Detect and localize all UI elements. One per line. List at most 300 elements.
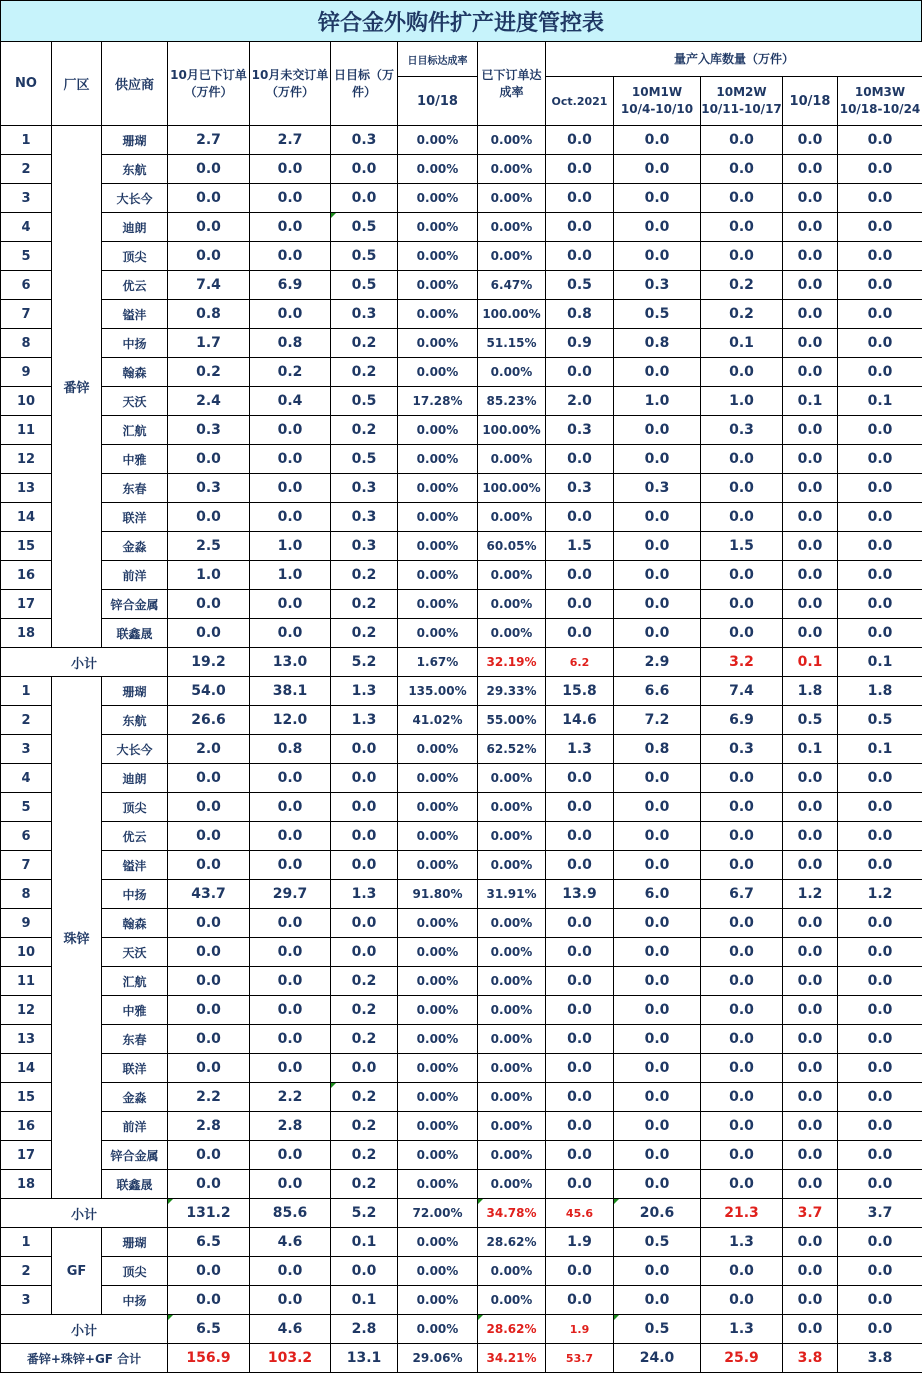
data-cell: 0.0 — [783, 358, 838, 387]
data-cell: 1.9 — [546, 1228, 614, 1257]
data-cell: 0.0 — [168, 764, 250, 793]
data-cell: 0.0 — [838, 300, 922, 329]
data-cell: 0.0 — [614, 532, 701, 561]
data-cell: 0.0 — [614, 967, 701, 996]
data-cell: 0.0 — [701, 242, 783, 271]
header-mass-production: 量产入库数量（万件） — [546, 42, 922, 77]
header-order-rate: 已下订单达成率 — [478, 42, 546, 126]
table-row — [1, 996, 922, 1025]
subtotal-cell: 0.1 — [838, 648, 922, 677]
data-cell: 7.2 — [614, 706, 701, 735]
data-cell: 4.6 — [250, 1228, 331, 1257]
row-number: 13 — [1, 474, 52, 503]
data-cell: 0.0 — [250, 1054, 331, 1083]
data-cell: 0.0 — [331, 155, 398, 184]
data-cell: 0.00% — [398, 822, 478, 851]
data-cell: 0.0 — [838, 445, 922, 474]
data-cell: 29.33% — [478, 677, 546, 706]
data-cell: 0.0 — [250, 996, 331, 1025]
data-cell: 0.00% — [398, 1025, 478, 1054]
data-cell: 0.0 — [168, 1286, 250, 1315]
subtotal-cell: 5.2 — [331, 648, 398, 677]
data-cell: 0.00% — [478, 967, 546, 996]
data-cell: 0.0 — [614, 184, 701, 213]
data-cell: 0.0 — [331, 851, 398, 880]
data-cell: 0.5 — [331, 242, 398, 271]
data-cell: 7.4 — [168, 271, 250, 300]
data-cell: 0.0 — [250, 300, 331, 329]
data-cell: 0.0 — [838, 126, 922, 155]
data-cell: 0.2 — [168, 358, 250, 387]
row-number: 17 — [1, 1141, 52, 1170]
data-cell: 0.0 — [250, 1257, 331, 1286]
grand-total-cell: 13.1 — [331, 1344, 398, 1373]
data-cell: 0.00% — [398, 851, 478, 880]
data-cell: 0.2 — [250, 358, 331, 387]
data-cell: 0.00% — [478, 909, 546, 938]
data-cell: 0.0 — [701, 590, 783, 619]
data-cell: 2.0 — [546, 387, 614, 416]
table-row — [1, 213, 922, 242]
data-cell: 0.0 — [701, 445, 783, 474]
data-cell: 0.00% — [398, 619, 478, 648]
row-number: 12 — [1, 996, 52, 1025]
supplier-name: 中雅 — [102, 996, 168, 1025]
data-cell: 0.00% — [398, 532, 478, 561]
data-cell: 0.0 — [250, 822, 331, 851]
data-cell: 0.0 — [701, 619, 783, 648]
supplier-name: 汇航 — [102, 416, 168, 445]
data-cell: 51.15% — [478, 329, 546, 358]
supplier-name: 东春 — [102, 1025, 168, 1054]
supplier-name: 前洋 — [102, 1112, 168, 1141]
supplier-name: 镒沣 — [102, 851, 168, 880]
data-cell: 0.8 — [168, 300, 250, 329]
data-cell: 0.0 — [546, 358, 614, 387]
data-cell: 0.00% — [398, 1228, 478, 1257]
data-cell: 0.8 — [546, 300, 614, 329]
data-cell: 0.00% — [398, 416, 478, 445]
data-cell: 91.80% — [398, 880, 478, 909]
data-cell: 0.0 — [546, 1286, 614, 1315]
data-cell: 0.0 — [838, 1054, 922, 1083]
header-daily-rate-date: 10/18 — [398, 77, 478, 126]
grand-total-label: 番锌+珠锌+GF 合计 — [1, 1344, 168, 1373]
row-number: 7 — [1, 851, 52, 880]
data-cell: 55.00% — [478, 706, 546, 735]
data-cell: 0.2 — [331, 1112, 398, 1141]
subtotal-cell: 2.8 — [331, 1315, 398, 1344]
subtotal-cell: 13.0 — [250, 648, 331, 677]
data-cell: 0.0 — [250, 474, 331, 503]
data-cell: 0.0 — [838, 213, 922, 242]
table-row — [1, 474, 922, 503]
grand-total-cell: 34.21% — [478, 1344, 546, 1373]
data-cell: 0.0 — [838, 1286, 922, 1315]
data-cell: 0.0 — [838, 967, 922, 996]
subtotal-row — [1, 1315, 922, 1344]
data-cell: 2.8 — [250, 1112, 331, 1141]
data-cell: 0.0 — [838, 242, 922, 271]
data-cell: 0.0 — [331, 735, 398, 764]
supplier-name: 金淼 — [102, 532, 168, 561]
table-row — [1, 967, 922, 996]
subtotal-cell: 28.62% — [478, 1315, 546, 1344]
data-cell: 0.0 — [783, 242, 838, 271]
data-cell: 0.0 — [614, 126, 701, 155]
data-cell: 0.0 — [783, 909, 838, 938]
row-number: 10 — [1, 387, 52, 416]
table-row — [1, 1112, 922, 1141]
data-cell: 0.0 — [168, 851, 250, 880]
data-cell: 0.0 — [546, 1054, 614, 1083]
data-cell: 0.0 — [250, 1286, 331, 1315]
subtotal-cell: 0.0 — [838, 1315, 922, 1344]
data-cell: 0.2 — [331, 1083, 398, 1112]
data-cell: 1.3 — [701, 1228, 783, 1257]
data-cell: 0.8 — [614, 329, 701, 358]
table-row — [1, 590, 922, 619]
table-row — [1, 1054, 922, 1083]
data-cell: 0.0 — [838, 532, 922, 561]
data-cell: 0.0 — [838, 1170, 922, 1199]
row-number: 6 — [1, 271, 52, 300]
data-cell: 0.00% — [478, 764, 546, 793]
data-cell: 0.00% — [478, 822, 546, 851]
data-cell: 0.0 — [331, 1257, 398, 1286]
data-cell: 0.0 — [168, 445, 250, 474]
data-cell: 0.0 — [701, 793, 783, 822]
grand-total-row — [1, 1344, 922, 1373]
header-ordered: 10月已下订单（万件） — [168, 42, 250, 126]
data-cell: 0.0 — [331, 938, 398, 967]
data-cell: 1.8 — [838, 677, 922, 706]
data-cell: 0.0 — [838, 561, 922, 590]
data-cell: 0.0 — [701, 851, 783, 880]
supplier-name: 东春 — [102, 474, 168, 503]
data-cell: 0.2 — [331, 996, 398, 1025]
data-cell: 0.3 — [168, 474, 250, 503]
data-cell: 0.0 — [168, 1025, 250, 1054]
supplier-name: 东航 — [102, 155, 168, 184]
header-daily-rate: 日目标达成率 — [398, 42, 478, 77]
data-cell: 0.00% — [398, 1286, 478, 1315]
data-cell: 2.7 — [168, 126, 250, 155]
table-row — [1, 1228, 922, 1257]
data-cell: 62.52% — [478, 735, 546, 764]
data-cell: 0.0 — [546, 242, 614, 271]
supplier-name: 联洋 — [102, 1054, 168, 1083]
data-cell: 1.0 — [614, 387, 701, 416]
data-cell: 0.3 — [701, 735, 783, 764]
subtotal-cell: 45.6 — [546, 1199, 614, 1228]
table-row — [1, 1141, 922, 1170]
data-cell: 0.0 — [838, 184, 922, 213]
data-cell: 28.62% — [478, 1228, 546, 1257]
data-cell: 0.0 — [546, 1170, 614, 1199]
data-cell: 0.0 — [614, 1054, 701, 1083]
data-cell: 0.0 — [701, 1170, 783, 1199]
subtotal-cell: 20.6 — [614, 1199, 701, 1228]
data-cell: 6.9 — [701, 706, 783, 735]
data-cell: 0.0 — [783, 1257, 838, 1286]
data-cell: 0.0 — [783, 300, 838, 329]
grand-total-cell: 25.9 — [701, 1344, 783, 1373]
data-cell: 0.0 — [701, 503, 783, 532]
data-cell: 0.0 — [783, 503, 838, 532]
data-cell: 0.0 — [168, 967, 250, 996]
subtotal-row — [1, 648, 922, 677]
data-cell: 2.2 — [168, 1083, 250, 1112]
data-cell: 0.0 — [168, 793, 250, 822]
data-cell: 0.0 — [614, 358, 701, 387]
subtotal-cell: 6.5 — [168, 1315, 250, 1344]
supplier-name: 翰森 — [102, 909, 168, 938]
header-week2 — [701, 77, 783, 126]
data-cell: 60.05% — [478, 532, 546, 561]
data-cell: 0.0 — [331, 909, 398, 938]
row-number: 9 — [1, 909, 52, 938]
supplier-name: 珊瑚 — [102, 677, 168, 706]
header-week3-range: 10/18-10/24 — [840, 102, 921, 116]
data-cell: 0.00% — [478, 184, 546, 213]
sheet-title: 锌合金外购件扩产进度管控表 — [0, 0, 922, 42]
row-number: 4 — [1, 213, 52, 242]
data-cell: 54.0 — [168, 677, 250, 706]
data-cell: 0.0 — [783, 474, 838, 503]
data-cell: 0.5 — [546, 271, 614, 300]
data-cell: 13.9 — [546, 880, 614, 909]
data-cell: 0.0 — [168, 909, 250, 938]
data-cell: 0.5 — [614, 1228, 701, 1257]
subtotal-label: 小计 — [1, 648, 168, 677]
data-cell: 0.0 — [546, 996, 614, 1025]
data-cell: 0.0 — [546, 213, 614, 242]
data-cell: 0.0 — [250, 938, 331, 967]
data-cell: 0.00% — [398, 996, 478, 1025]
data-cell: 0.0 — [838, 764, 922, 793]
row-number: 13 — [1, 1025, 52, 1054]
data-cell: 6.5 — [168, 1228, 250, 1257]
data-cell: 1.0 — [701, 387, 783, 416]
data-cell: 0.00% — [478, 1054, 546, 1083]
data-cell: 0.2 — [331, 967, 398, 996]
data-cell: 0.00% — [398, 1083, 478, 1112]
data-cell: 0.0 — [546, 1025, 614, 1054]
data-cell: 0.0 — [614, 1141, 701, 1170]
supplier-name: 翰森 — [102, 358, 168, 387]
row-number: 10 — [1, 938, 52, 967]
row-number: 3 — [1, 1286, 52, 1315]
data-cell: 0.0 — [614, 416, 701, 445]
data-cell: 1.0 — [168, 561, 250, 590]
data-cell: 0.1 — [783, 735, 838, 764]
data-cell: 0.0 — [250, 619, 331, 648]
supplier-name: 中扬 — [102, 329, 168, 358]
subtotal-cell: 85.6 — [250, 1199, 331, 1228]
data-cell: 0.0 — [838, 619, 922, 648]
header-week2-range: 10/11-10/17 — [701, 102, 782, 116]
grand-total-cell: 29.06% — [398, 1344, 478, 1373]
subtotal-cell: 2.9 — [614, 648, 701, 677]
data-cell: 0.0 — [701, 1286, 783, 1315]
data-cell: 0.0 — [546, 764, 614, 793]
data-cell: 0.3 — [546, 474, 614, 503]
data-cell: 0.3 — [331, 300, 398, 329]
supplier-name: 优云 — [102, 271, 168, 300]
table-body — [1, 126, 922, 1373]
data-cell: 0.2 — [701, 300, 783, 329]
data-cell: 0.0 — [783, 1141, 838, 1170]
data-cell: 6.9 — [250, 271, 331, 300]
data-cell: 0.0 — [701, 1025, 783, 1054]
row-number: 8 — [1, 329, 52, 358]
data-cell: 0.0 — [838, 590, 922, 619]
data-cell: 0.00% — [478, 126, 546, 155]
grand-total-cell: 53.7 — [546, 1344, 614, 1373]
data-cell: 1.3 — [331, 706, 398, 735]
table-row — [1, 1257, 922, 1286]
data-cell: 0.1 — [838, 735, 922, 764]
supplier-name: 中雅 — [102, 445, 168, 474]
supplier-name: 优云 — [102, 822, 168, 851]
data-cell: 0.0 — [838, 155, 922, 184]
data-cell: 0.0 — [546, 590, 614, 619]
row-number: 1 — [1, 677, 52, 706]
data-cell: 0.0 — [614, 1286, 701, 1315]
data-cell: 0.0 — [168, 1141, 250, 1170]
data-cell: 14.6 — [546, 706, 614, 735]
data-cell: 0.0 — [546, 619, 614, 648]
row-number: 14 — [1, 1054, 52, 1083]
table-row — [1, 822, 922, 851]
table-row — [1, 706, 922, 735]
data-cell: 0.0 — [250, 909, 331, 938]
data-cell: 6.6 — [614, 677, 701, 706]
data-cell: 0.00% — [478, 503, 546, 532]
data-cell: 0.00% — [478, 445, 546, 474]
data-cell: 0.0 — [701, 909, 783, 938]
subtotal-label: 小计 — [1, 1199, 168, 1228]
subtotal-cell: 0.1 — [783, 648, 838, 677]
data-cell: 0.0 — [331, 1054, 398, 1083]
data-cell: 0.0 — [701, 822, 783, 851]
row-number: 3 — [1, 184, 52, 213]
factory-cell: 珠锌 — [52, 677, 102, 1199]
data-cell: 0.00% — [398, 126, 478, 155]
row-number: 3 — [1, 735, 52, 764]
data-cell: 7.4 — [701, 677, 783, 706]
data-cell: 0.0 — [614, 1025, 701, 1054]
data-cell: 0.0 — [838, 329, 922, 358]
table-row — [1, 1083, 922, 1112]
data-cell: 0.0 — [838, 938, 922, 967]
data-cell: 1.0 — [250, 532, 331, 561]
factory-cell: 番锌 — [52, 126, 102, 648]
data-cell: 0.00% — [398, 503, 478, 532]
data-cell: 0.0 — [783, 822, 838, 851]
data-cell: 0.3 — [701, 416, 783, 445]
row-number: 8 — [1, 880, 52, 909]
data-cell: 0.0 — [168, 822, 250, 851]
data-cell: 0.0 — [783, 1286, 838, 1315]
data-cell: 0.0 — [168, 1170, 250, 1199]
data-cell: 0.0 — [783, 445, 838, 474]
data-cell: 0.0 — [701, 155, 783, 184]
progress-table — [0, 41, 922, 1373]
data-cell: 0.0 — [250, 793, 331, 822]
data-cell: 0.0 — [614, 213, 701, 242]
data-cell: 6.47% — [478, 271, 546, 300]
data-cell: 0.5 — [783, 706, 838, 735]
data-cell: 0.0 — [250, 416, 331, 445]
row-number: 4 — [1, 764, 52, 793]
row-number: 17 — [1, 590, 52, 619]
subtotal-cell: 4.6 — [250, 1315, 331, 1344]
data-cell: 1.3 — [331, 880, 398, 909]
data-cell: 0.1 — [331, 1286, 398, 1315]
data-cell: 0.0 — [783, 1025, 838, 1054]
data-cell: 0.0 — [614, 155, 701, 184]
data-cell: 0.0 — [250, 851, 331, 880]
header-factory: 厂区 — [52, 42, 102, 126]
data-cell: 0.00% — [478, 1141, 546, 1170]
factory-cell: GF — [52, 1228, 102, 1315]
data-cell: 0.0 — [838, 503, 922, 532]
table-row — [1, 851, 922, 880]
data-cell: 0.5 — [331, 213, 398, 242]
data-cell: 0.0 — [250, 445, 331, 474]
data-cell: 0.00% — [398, 242, 478, 271]
data-cell: 0.0 — [168, 1257, 250, 1286]
table-row — [1, 938, 922, 967]
header-oct: Oct.2021 — [546, 77, 614, 126]
data-cell: 0.0 — [783, 532, 838, 561]
data-cell: 0.0 — [783, 793, 838, 822]
data-cell: 0.0 — [838, 996, 922, 1025]
data-cell: 0.3 — [546, 416, 614, 445]
data-cell: 1.2 — [783, 880, 838, 909]
data-cell: 6.0 — [614, 880, 701, 909]
supplier-name: 联洋 — [102, 503, 168, 532]
data-cell: 0.0 — [546, 967, 614, 996]
table-row — [1, 909, 922, 938]
data-cell: 0.0 — [614, 764, 701, 793]
data-cell: 2.0 — [168, 735, 250, 764]
header-no: NO — [1, 42, 52, 126]
row-number: 2 — [1, 1257, 52, 1286]
data-cell: 0.5 — [331, 445, 398, 474]
data-cell: 0.0 — [614, 1112, 701, 1141]
data-cell: 0.00% — [398, 155, 478, 184]
data-cell: 0.3 — [614, 271, 701, 300]
table-row — [1, 387, 922, 416]
table-row — [1, 358, 922, 387]
data-cell: 0.0 — [250, 503, 331, 532]
data-cell: 0.00% — [398, 329, 478, 358]
data-cell: 0.2 — [701, 271, 783, 300]
data-cell: 0.0 — [168, 590, 250, 619]
data-cell: 0.0 — [838, 474, 922, 503]
subtotal-cell: 3.2 — [701, 648, 783, 677]
data-cell: 0.4 — [250, 387, 331, 416]
data-cell: 0.00% — [478, 1257, 546, 1286]
supplier-name: 镒沣 — [102, 300, 168, 329]
table-row — [1, 271, 922, 300]
data-cell: 6.7 — [701, 880, 783, 909]
data-cell: 0.0 — [546, 1257, 614, 1286]
data-cell: 0.0 — [838, 1257, 922, 1286]
